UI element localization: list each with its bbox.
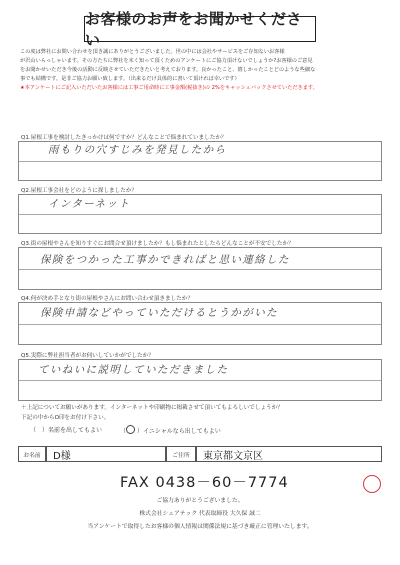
question-5-answer: ていねいに説明していただきました [38,364,229,376]
address-field[interactable] [196,446,382,462]
company-line: 株式会社シェアテック 代表取締役 大久保 誠二 [139,511,261,517]
question-5-label: Q5.実際に弊社担当者がお伺いしていかがでしたか？ [21,353,154,359]
consent-line-2: 下記の中からO印をお付け下さい。 [21,415,110,421]
question-1-label: Q1.屋根工事を検討したきっかけは何ですか？どんなことで悩まれていましたか？ [21,135,227,141]
address-label: ご住所 [172,452,190,459]
fax-number: FAX 0438－60－7774 [120,475,289,491]
name-field[interactable] [46,446,166,462]
question-4-label: Q4.何が決め手となり街の屋根やさんにお問い合わせ頂きましたか？ [21,296,193,302]
ruled-line [19,161,381,162]
company-stamp-icon [363,475,381,493]
consent-option-initials-label: イニシャルなら出してもよい [143,428,221,435]
form-title: お客様のお声をお聞かせください [84,16,316,42]
intro-line: この度は弊社にお問い合わせを頂き誠にありがとうございました。世の中には会社やサービスをご存知ないお客様 [20,49,285,55]
ruled-line [19,324,381,325]
question-3-answer: 保険をつかった工事かできればと思い連絡した [40,254,290,266]
question-3-label: Q3.街の屋根やさんを知りすぐにお問合せ頂けましたか？もし悩まれたとしたらどんなことが不安でしたか？ [21,241,294,247]
privacy-note: 当アンケートで取得したお客様の個人情報は関係法規に基づき厳正に管理いたします。 [87,524,313,530]
intro-line: が沢山いらっしゃいます。その方たちに弊社を末く知って頂くためのアンケートにご協力頂けないでしょうか?お客様のご意見 [20,58,313,64]
cashback-note: ★本アンケートにご記入いただいたお客様には工事ご用命時に工事金額(税抜き)の 2%をキャッシュバックさせていただきます。 [20,85,318,91]
question-2-answer: インターネット [48,198,131,210]
consent-option-name-label: 名前を出してもよい [48,427,103,434]
consent-text [21,403,283,423]
question-1-answer: 雨もりの穴すじみを発見したから [48,144,227,156]
thanks-text: ご協力ありがとうございました。 [156,498,244,504]
intro-text [20,48,382,93]
ruled-line [19,214,381,215]
ruled-line [19,269,381,270]
name-label-cell [18,446,46,462]
ruled-line [19,380,381,381]
question-2-label: Q2.屋根工事会社をどのように探しましたか？ [21,188,138,194]
name-value: D様 [53,450,71,462]
consent-options [30,425,221,435]
address-value: 東京都文京区 [203,450,263,462]
consent-line-1: ＋上記についてお願いがあります。インターネットや印刷物に掲載させて頂いてもよろしいでしょうか？ [21,405,283,411]
address-label-cell [166,446,196,462]
consent-option-name[interactable]: （ ）名前を出してもよい [30,427,103,434]
question-4-answer: 保険申請などやっていただけるとうかがいた [40,307,278,319]
consent-option-initials[interactable]: （ ）イニシャルなら出してもよい [120,425,221,435]
customer-info-row [18,446,382,462]
intro-line: 事でも結構です。是非ご協力お願い致します。（出来るだけ具体的に書いて頂ければ幸いです） [20,76,240,82]
circle-mark-icon [126,425,135,434]
name-label: お名前 [23,452,41,459]
intro-line: をお聞かせいただき今後の活動に反映させていただきたいと考えております。良かったこと、嬉しかったことどのような些細な [20,67,316,73]
